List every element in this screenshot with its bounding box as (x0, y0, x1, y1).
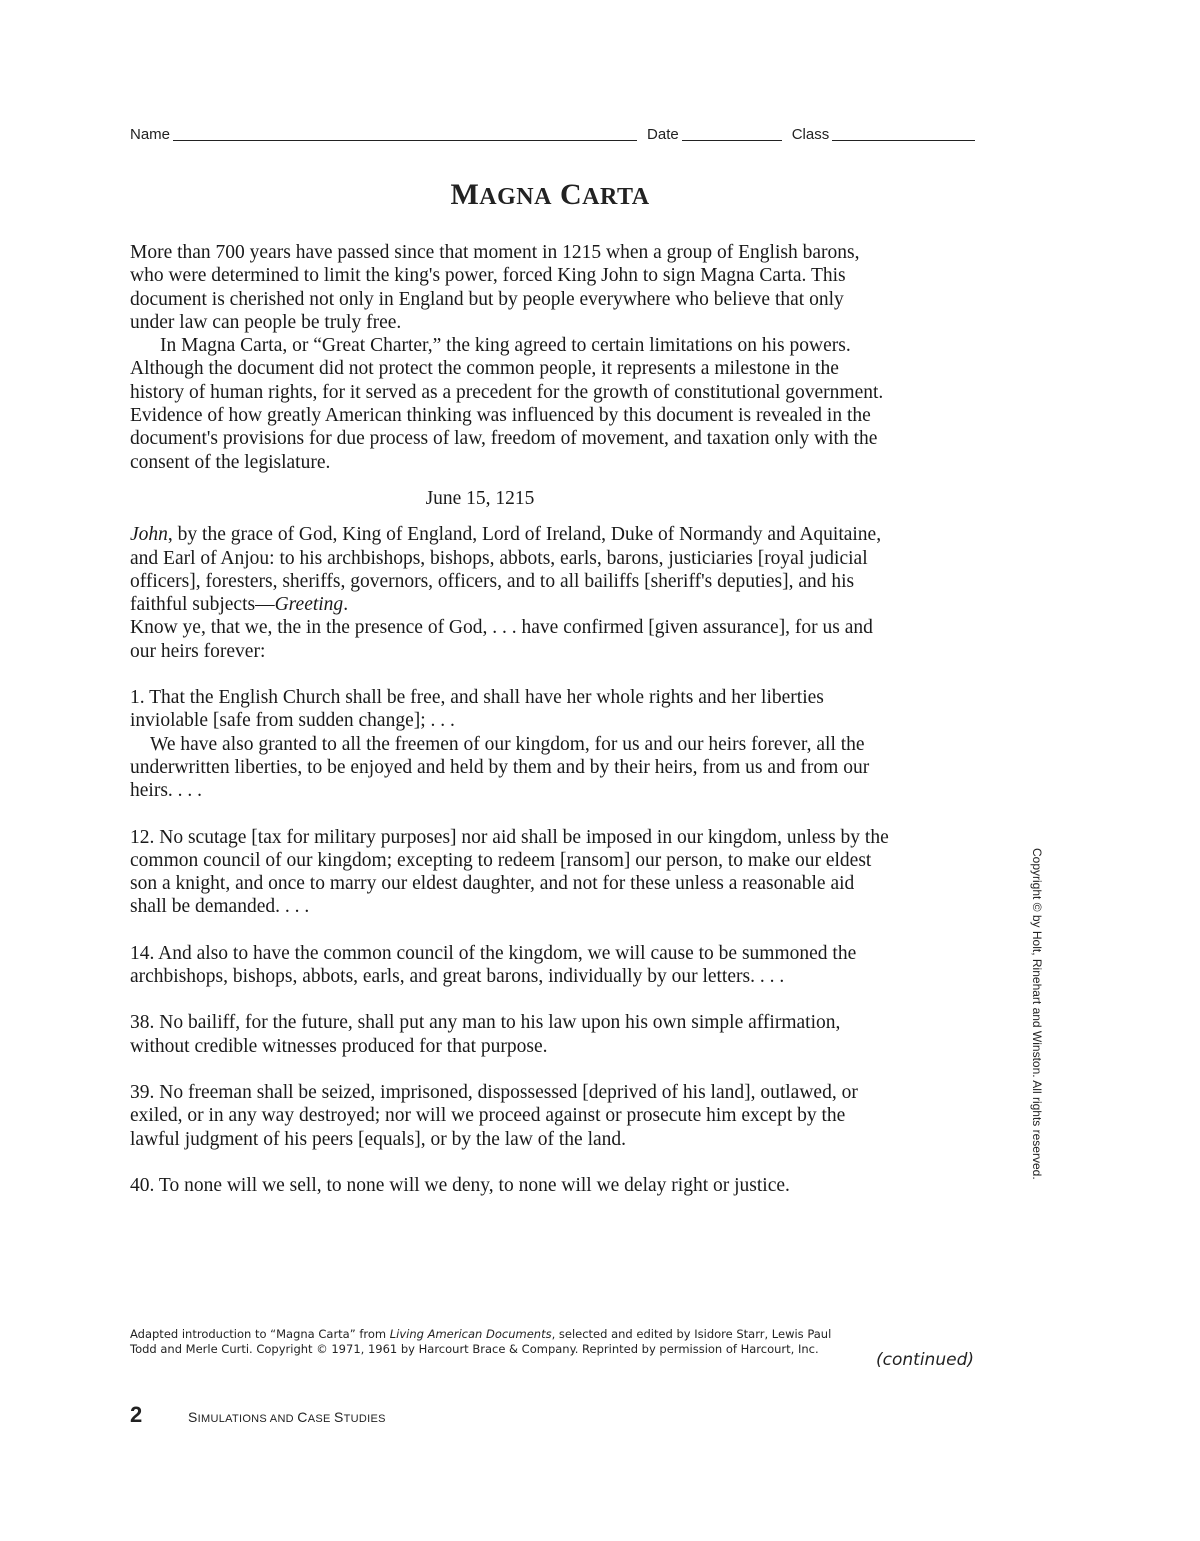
name-label: Name (130, 126, 171, 143)
preamble-paragraph: John, by the grace of God, King of England, Lord of Ireland, Duke of Normandy and Aquitaine, and Earl of Anjou: to his archbishops, bishops, abbots, earls, barons, justiciaries [royal judicial officers], foresters, sheriffs, governors, officers, and to all bailiffs [sheriff's deputies], and his faithful subjects—Greeting. (130, 524, 882, 616)
article-1: 1. That the English Church shall be free, and shall have her whole rights and her liberties inviolable [safe from sudden change]; . . . (130, 687, 824, 732)
article-38: 38. No bailiff, for the future, shall put any man to his law upon his own simple affirmation, without credible witnesses produced for that purpose. (130, 1012, 841, 1057)
student-info-header (130, 126, 975, 144)
page-number: 2 (130, 1402, 143, 1427)
date-label: Date (647, 126, 679, 143)
continued-label: (continued) (876, 1350, 974, 1370)
source-footnote: Adapted introduction to “Magna Carta” from Living American Documents, selected and edited by Isidore Starr, Lewis Paul Todd and Merle Curti. Copyright © 1971, 1961 by Harcourt Brace & Company. Reprinted by permission of Harcourt, Inc. (130, 1327, 832, 1356)
article-39: 39. No freeman shall be seized, imprisoned, dispossessed [deprived of his land], outlawed, or exiled, or in any way destroyed; nor will we proceed against or prosecute him except by the lawful judgment of his peers [equals], or by the law of the land. (130, 1081, 858, 1150)
date-blank-line (682, 126, 782, 141)
document-body (130, 241, 890, 1197)
intro-paragraph-1: More than 700 years have passed since that moment in 1215 when a group of English barons, who were determined to limit the king's power, forced King John to sign Magna Carta. This document is cherished not only in England but by people everywhere who believe that only under law can people be truly free. (130, 242, 860, 333)
know-ye-paragraph: Know ye, that we, the in the presence of God, . . . have confirmed [given assurance], for us and our heirs forever: (130, 617, 873, 662)
article-14: 14. And also to have the common council of the kingdom, we will cause to be summoned the archbishops, bishops, abbots, earls, and great barons, individually by our letters. . . . (130, 942, 857, 988)
article-40: 40. To none will we sell, to none will we deny, to none will we delay right or justice. (130, 1174, 790, 1196)
page-title: MAGNA CARTA (450, 178, 650, 211)
copyright-notice-vertical: Copyright © by Holt, Rinehart and Winston. All rights reserved. (1030, 848, 1044, 1180)
article-12: 12. No scutage [tax for military purposes] nor aid shall be imposed in our kingdom, unless by the common council of our kingdom; excepting to redeem [ransom] our person, to make our eldest son a knight, and once to marry our eldest daughter, and not for these unless a reasonable aid shall be demanded. . . . (130, 826, 889, 918)
class-blank-line (832, 126, 975, 141)
name-blank-line (173, 126, 637, 141)
document-date: June 15, 1215 (425, 487, 535, 509)
book-title: SIMULATIONS AND CASE STUDIES (188, 1409, 386, 1425)
article-1-continued: We have also granted to all the freemen of our kingdom, for us and our heirs forever, all the underwritten liberties, to be enjoyed and held by them and by their heirs, from us and from our heirs. . . . (130, 733, 870, 802)
class-label: Class (791, 126, 830, 143)
intro-paragraph-2: In Magna Carta, or “Great Charter,” the king agreed to certain limitations on his powers. Although the document did not protect the common people, it represents a milestone in the history of human rights, for it served as a precedent for the growth of constitutional government. Evidence of how greatly American thinking was influenced by this document is revealed in the document's provisions for due process of law, freedom of movement, and taxation only with the consent of the legislature. (130, 335, 884, 473)
page-footer (130, 1402, 386, 1428)
